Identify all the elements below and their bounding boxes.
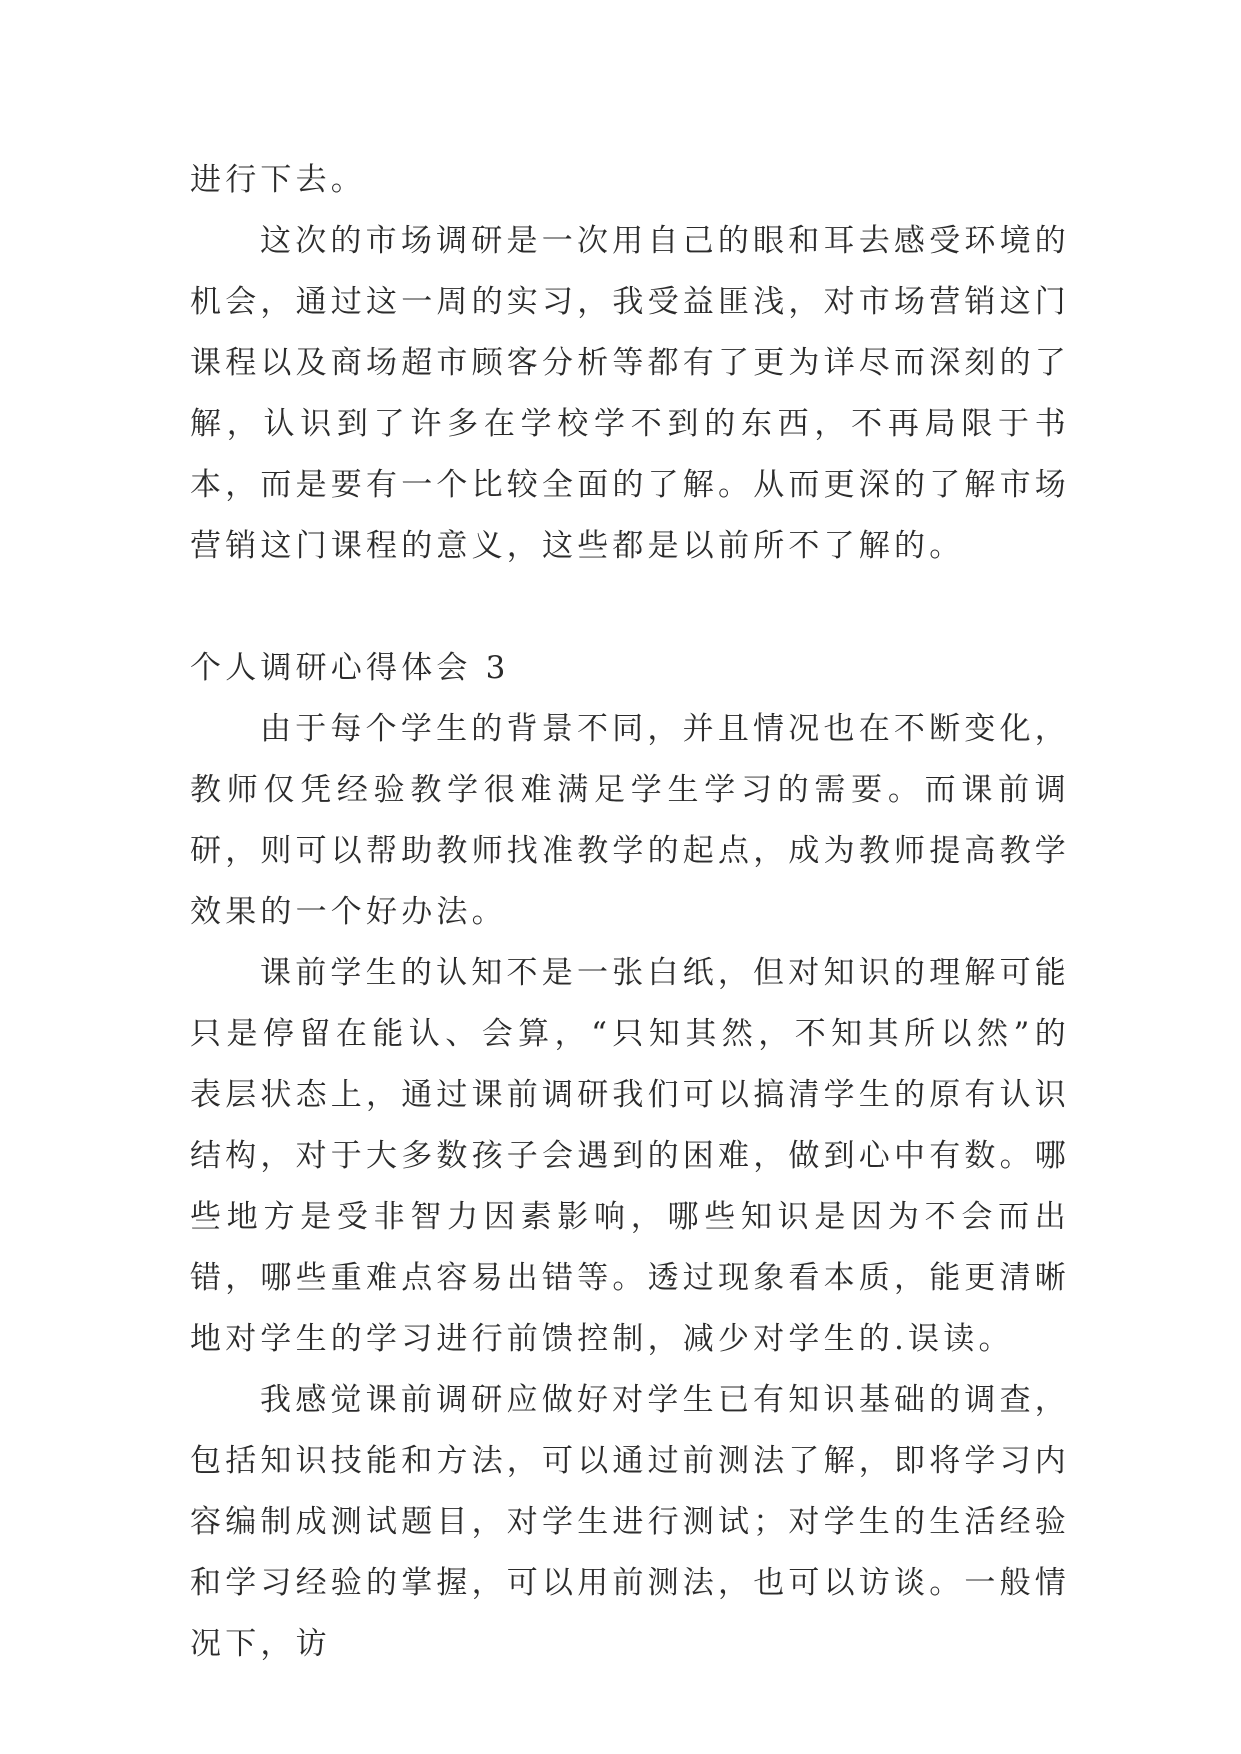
- paragraph-student-cognition: 课前学生的认知不是一张白纸，但对知识的理解可能只是停留在能认、会算，“只知其然，不知其所以然”的表层状态上，通过课前调研我们可以搞清学生的原有认识结构，对于大多数孩子会遇到的困难，做到心中有数。哪些地方是受非智力因素影响，哪些知识是因为不会而出错，哪些重难点容易出错等。透过现象看本质，能更清晰地对学生的学习进行前馈控制，减少对学生的.误读。: [190, 955, 1070, 1357]
- paragraph-pre-class-survey: 我感觉课前调研应做好对学生已有知识基础的调查，包括知识技能和方法，可以通过前测法了解，即将学习内容编制成测试题目，对学生进行测试；对学生的生活经验和学习经验的掌握，可以用前测法，也可以访谈。一般情况下，访: [190, 1382, 1070, 1662]
- document-body: [190, 150, 1070, 1675]
- section-heading: 个人调研心得体会 3: [190, 650, 510, 686]
- paragraph-market-research: 这次的市场调研是一次用自己的眼和耳去感受环境的机会，通过这一周的实习，我受益匪浅，对市场营销这门课程以及商场超市顾客分析等都有了更为详尽而深刻的了解，认识到了许多在学校学不到的东西，不再局限于书本，而是要有一个比较全面的了解。从而更深的了解市场营销这门课程的意义，这些都是以前所不了解的。: [190, 223, 1070, 564]
- paragraph-continuation: 进行下去。: [190, 162, 366, 198]
- paragraph-student-background: 由于每个学生的背景不同，并且情况也在不断变化，教师仅凭经验教学很难满足学生学习的需要。而课前调研，则可以帮助教师找准教学的起点，成为教师提高教学效果的一个好办法。: [190, 711, 1070, 930]
